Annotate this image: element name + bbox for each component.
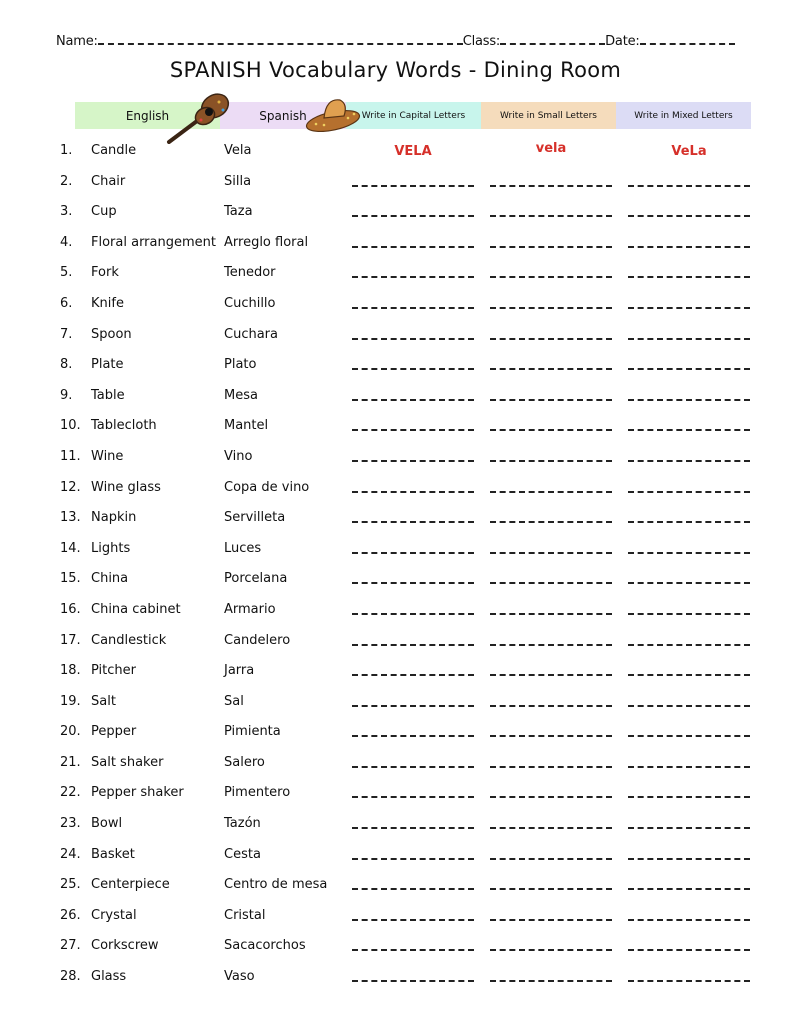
name-label: Name: [56, 34, 98, 49]
english-word: Wine glass [91, 479, 161, 495]
mixed-letters-blank[interactable] [628, 399, 750, 401]
small-letters-blank[interactable] [490, 460, 612, 462]
spanish-word: Silla [224, 173, 252, 189]
vocab-row [58, 478, 758, 509]
spanish-word: Centro de mesa [224, 877, 328, 893]
item-number: 12. [60, 479, 81, 495]
small-letters-blank[interactable] [490, 980, 612, 982]
mixed-letters-blank[interactable] [628, 582, 750, 584]
small-letters-blank[interactable] [490, 644, 612, 646]
capital-letters-blank[interactable] [352, 276, 474, 278]
spanish-word: Cuchillo [224, 295, 276, 311]
capital-letters-blank[interactable] [352, 246, 474, 248]
english-word: Tablecloth [91, 418, 157, 434]
vocab-row [58, 753, 758, 784]
english-word: Pepper [91, 724, 137, 740]
spanish-word: Sacacorchos [224, 938, 306, 954]
english-word: Bowl [91, 816, 123, 832]
capital-letters-blank[interactable] [352, 368, 474, 370]
english-word: Knife [91, 295, 124, 311]
capital-letters-blank[interactable] [352, 980, 474, 982]
small-letters-blank[interactable] [490, 858, 612, 860]
english-word: Corkscrew [91, 938, 159, 954]
capital-letters-blank[interactable] [352, 582, 474, 584]
mixed-letters-blank[interactable] [628, 888, 750, 890]
capital-letters-blank[interactable] [352, 185, 474, 187]
spanish-word: Armario [224, 601, 276, 617]
vocab-row [58, 906, 758, 937]
capital-letters-blank[interactable] [352, 399, 474, 401]
vocab-row [58, 294, 758, 325]
vocabulary-list [58, 141, 758, 998]
item-number: 22. [60, 785, 81, 801]
vocab-row [58, 783, 758, 814]
mixed-letters-blank[interactable] [628, 674, 750, 676]
mixed-letters-blank[interactable] [628, 368, 750, 370]
item-number: 19. [60, 693, 81, 709]
capital-letters-blank[interactable] [352, 429, 474, 431]
vocab-row [58, 569, 758, 600]
english-word: Plate [91, 357, 124, 373]
vocab-row [58, 600, 758, 631]
capital-letters-blank[interactable] [352, 735, 474, 737]
spanish-word: Pimentero [224, 785, 291, 801]
example-small: vela [535, 141, 567, 156]
capital-letters-blank[interactable] [352, 919, 474, 921]
small-letters-blank[interactable] [490, 307, 612, 309]
item-number: 7. [60, 326, 73, 342]
vocab-row [58, 416, 758, 447]
spanish-word: Candelero [224, 632, 291, 648]
header-capital: Write in Capital Letters [346, 102, 481, 129]
english-word: Napkin [91, 510, 137, 526]
mixed-letters-blank[interactable] [628, 919, 750, 921]
item-number: 24. [60, 846, 81, 862]
capital-letters-blank[interactable] [352, 766, 474, 768]
spanish-word: Tenedor [224, 265, 276, 281]
spanish-word: Servilleta [224, 510, 286, 526]
small-letters-blank[interactable] [490, 582, 612, 584]
spanish-word: Vela [224, 143, 252, 158]
student-info-line [56, 33, 748, 49]
capital-letters-blank[interactable] [352, 613, 474, 615]
english-word: Salt [91, 693, 116, 709]
spanish-word: Cuchara [224, 326, 278, 342]
mixed-letters-blank[interactable] [628, 949, 750, 951]
item-number: 3. [60, 204, 73, 220]
item-number: 2. [60, 173, 73, 189]
small-letters-blank[interactable] [490, 399, 612, 401]
capital-letters-blank[interactable] [352, 552, 474, 554]
vocab-row [58, 722, 758, 753]
header-mixed: Write in Mixed Letters [616, 102, 751, 129]
mixed-letters-blank[interactable] [628, 185, 750, 187]
english-word: Centerpiece [91, 877, 170, 893]
header-small: Write in Small Letters [481, 102, 616, 129]
mixed-letters-blank[interactable] [628, 338, 750, 340]
item-number: 6. [60, 295, 73, 311]
item-number: 20. [60, 724, 81, 740]
item-number: 21. [60, 754, 81, 770]
vocab-row [58, 233, 758, 264]
small-letters-blank[interactable] [490, 215, 612, 217]
small-letters-blank[interactable] [490, 429, 612, 431]
mixed-letters-blank[interactable] [628, 460, 750, 462]
small-letters-blank[interactable] [490, 796, 612, 798]
capital-letters-blank[interactable] [352, 827, 474, 829]
english-word: China [91, 571, 129, 587]
name-field[interactable] [98, 33, 463, 45]
vocab-row [58, 447, 758, 478]
vocab-row [58, 692, 758, 723]
small-letters-blank[interactable] [490, 185, 612, 187]
spanish-word: Tazón [224, 816, 261, 832]
mixed-letters-blank[interactable] [628, 521, 750, 523]
item-number: 16. [60, 601, 81, 617]
vocab-row [58, 263, 758, 294]
item-number: 5. [60, 265, 73, 281]
english-word: Pepper shaker [91, 785, 184, 801]
capital-letters-blank[interactable] [352, 949, 474, 951]
mixed-letters-blank[interactable] [628, 215, 750, 217]
sombrero-icon [304, 94, 362, 132]
class-label: Class: [462, 34, 501, 49]
small-letters-blank[interactable] [490, 613, 612, 615]
english-word: Spoon [91, 326, 132, 342]
capital-letters-blank[interactable] [352, 858, 474, 860]
item-number: 13. [60, 510, 81, 526]
english-word: Salt shaker [91, 754, 164, 770]
small-letters-blank[interactable] [490, 705, 612, 707]
spanish-word: Luces [224, 540, 262, 556]
small-letters-blank[interactable] [490, 521, 612, 523]
capital-letters-blank[interactable] [352, 491, 474, 493]
item-number: 15. [60, 571, 81, 587]
small-letters-blank[interactable] [490, 368, 612, 370]
item-number: 1. [60, 143, 73, 158]
vocab-row [58, 355, 758, 386]
item-number: 25. [60, 877, 81, 893]
capital-letters-blank[interactable] [352, 215, 474, 217]
capital-letters-blank[interactable] [352, 338, 474, 340]
spanish-word: Jarra [224, 663, 255, 679]
mixed-letters-blank[interactable] [628, 735, 750, 737]
capital-letters-blank[interactable] [352, 674, 474, 676]
english-word: Wine [91, 448, 124, 464]
header-spanish: Spanish [220, 102, 346, 129]
item-number: 8. [60, 357, 73, 373]
mixed-letters-blank[interactable] [628, 644, 750, 646]
spanish-word: Arreglo floral [224, 234, 309, 250]
english-word: Chair [91, 173, 126, 189]
vocab-row [58, 172, 758, 203]
capital-letters-blank[interactable] [352, 307, 474, 309]
spanish-word: Salero [224, 754, 265, 770]
small-letters-blank[interactable] [490, 674, 612, 676]
spanish-word: Cesta [224, 846, 261, 862]
mixed-letters-blank[interactable] [628, 827, 750, 829]
vocab-row [58, 814, 758, 845]
item-number: 4. [60, 234, 73, 250]
spanish-word: Copa de vino [224, 479, 310, 495]
vocab-row [58, 539, 758, 570]
mixed-letters-blank[interactable] [628, 491, 750, 493]
spanish-word: Porcelana [224, 571, 288, 587]
item-number: 14. [60, 540, 81, 556]
spanish-word: Taza [224, 204, 253, 220]
english-word: Candlestick [91, 632, 167, 648]
vocab-row [58, 967, 758, 998]
page-title: SPANISH Vocabulary Words - Dining Room [169, 58, 622, 82]
mixed-letters-blank[interactable] [628, 552, 750, 554]
spanish-word: Pimienta [224, 724, 281, 740]
small-letters-blank[interactable] [490, 491, 612, 493]
mixed-letters-blank[interactable] [628, 796, 750, 798]
mixed-letters-blank[interactable] [628, 246, 750, 248]
item-number: 28. [60, 969, 81, 985]
item-number: 11. [60, 448, 81, 464]
item-number: 10. [60, 418, 81, 434]
item-number: 9. [60, 387, 73, 403]
spanish-word: Vino [224, 448, 253, 464]
small-letters-blank[interactable] [490, 827, 612, 829]
vocab-row [58, 875, 758, 906]
small-letters-blank[interactable] [490, 276, 612, 278]
vocab-row [58, 202, 758, 233]
item-number: 17. [60, 632, 81, 648]
english-word: China cabinet [91, 601, 181, 617]
english-word: Crystal [91, 907, 137, 923]
header-english: English [75, 102, 220, 129]
spanish-word: Plato [224, 357, 257, 373]
small-letters-blank[interactable] [490, 246, 612, 248]
spanish-word: Sal [224, 693, 244, 709]
small-letters-blank[interactable] [490, 888, 612, 890]
capital-letters-blank[interactable] [352, 644, 474, 646]
capital-letters-blank[interactable] [352, 521, 474, 523]
english-word: Pitcher [91, 663, 136, 679]
spanish-word: Mantel [224, 418, 269, 434]
vocab-row [58, 631, 758, 662]
spanish-word: Mesa [224, 387, 258, 403]
mixed-letters-blank[interactable] [628, 980, 750, 982]
item-number: 27. [60, 938, 81, 954]
mixed-letters-blank[interactable] [628, 429, 750, 431]
english-word: Lights [91, 540, 131, 556]
vocab-row [58, 141, 758, 172]
vocab-row [58, 936, 758, 967]
spanish-word: Cristal [224, 907, 266, 923]
vocab-row [58, 845, 758, 876]
mixed-letters-blank[interactable] [628, 766, 750, 768]
english-word: Candle [91, 143, 137, 158]
item-number: 18. [60, 663, 81, 679]
spanish-word: Vaso [224, 969, 255, 985]
vocab-row [58, 661, 758, 692]
small-letters-blank[interactable] [490, 766, 612, 768]
mixed-letters-blank[interactable] [628, 613, 750, 615]
capital-letters-blank[interactable] [352, 796, 474, 798]
small-letters-blank[interactable] [490, 735, 612, 737]
example-capital: VELA [394, 144, 432, 159]
guitar-icon [165, 92, 235, 144]
english-word: Fork [91, 265, 119, 281]
capital-letters-blank[interactable] [352, 705, 474, 707]
date-label: Date: [605, 34, 640, 49]
item-number: 26. [60, 907, 81, 923]
capital-letters-blank[interactable] [352, 888, 474, 890]
example-mixed: VeLa [671, 144, 707, 159]
item-number: 23. [60, 816, 81, 832]
mixed-letters-blank[interactable] [628, 307, 750, 309]
english-word: Glass [91, 969, 127, 985]
vocab-row [58, 508, 758, 539]
english-word: Table [91, 387, 125, 403]
small-letters-blank[interactable] [490, 949, 612, 951]
english-word: Floral arrangement [91, 234, 216, 250]
vocab-row [58, 386, 758, 417]
small-letters-blank[interactable] [490, 338, 612, 340]
vocab-row [58, 325, 758, 356]
capital-letters-blank[interactable] [352, 460, 474, 462]
small-letters-blank[interactable] [490, 919, 612, 921]
small-letters-blank[interactable] [490, 552, 612, 554]
class-field[interactable] [500, 33, 605, 45]
mixed-letters-blank[interactable] [628, 858, 750, 860]
english-word: Basket [91, 846, 135, 862]
english-word: Cup [91, 204, 117, 220]
mixed-letters-blank[interactable] [628, 276, 750, 278]
mixed-letters-blank[interactable] [628, 705, 750, 707]
date-field[interactable] [640, 33, 735, 45]
